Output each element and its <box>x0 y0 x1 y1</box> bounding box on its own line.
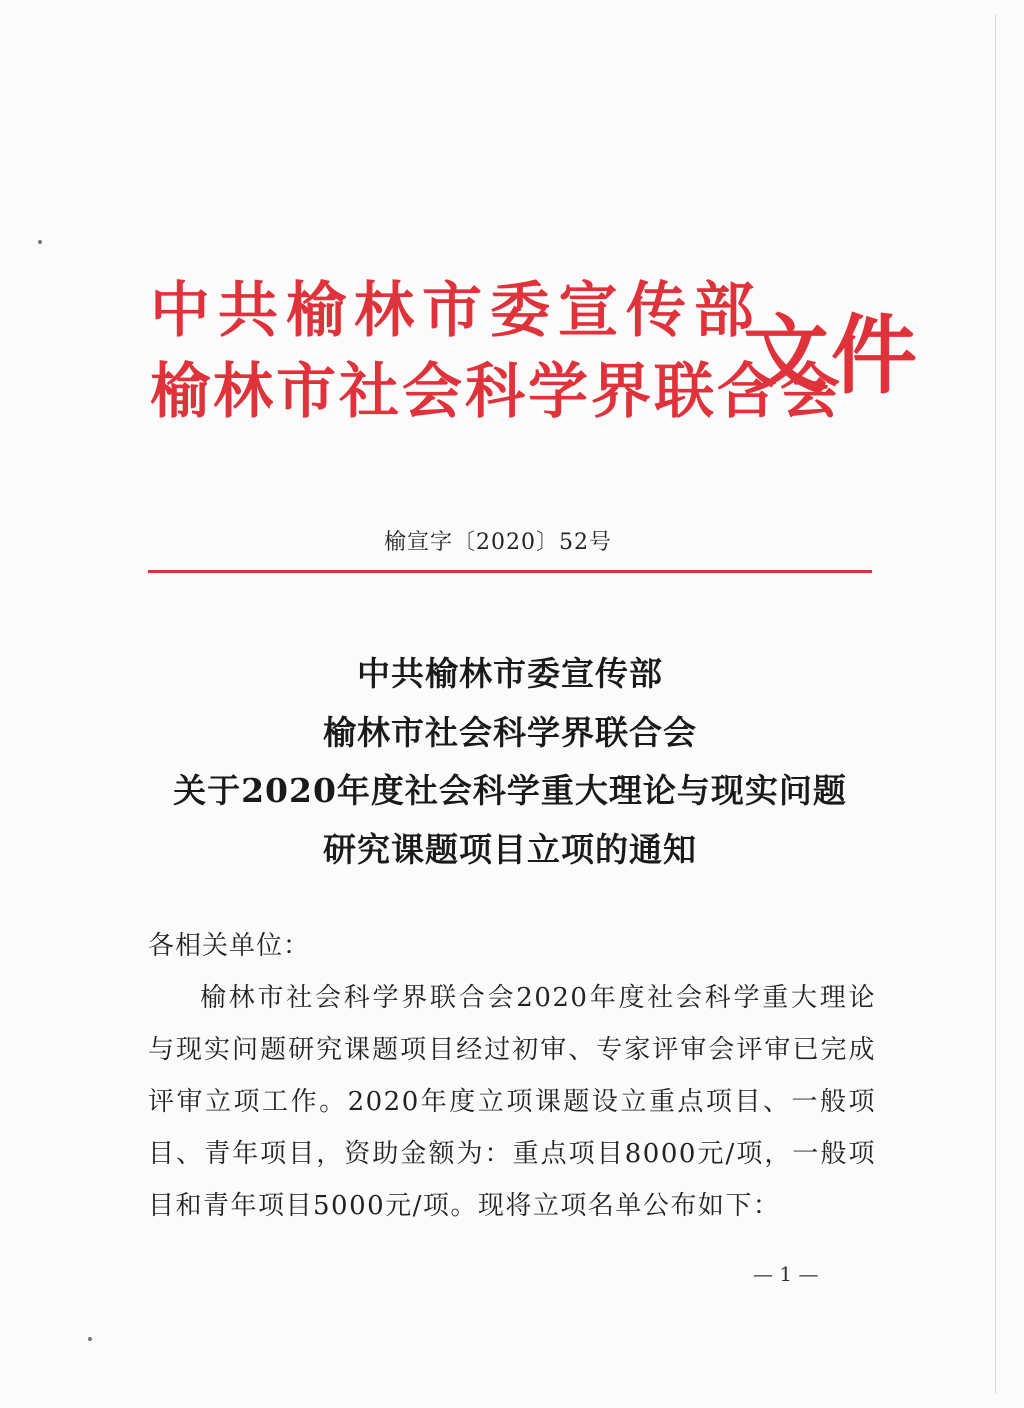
document-number: 榆宣字〔2020〕52号 <box>384 530 612 555</box>
header-issuer-1: 中共榆林市委宣传部 <box>150 276 762 346</box>
salutation: 各相关单位： <box>148 931 311 961</box>
title-line-3: 关于2020年度社会科学重大理论与现实问题 <box>173 771 847 810</box>
header-document-label: 文件 <box>743 305 919 406</box>
header-issuer-2: 榆林市社会科学界联合会 <box>150 357 843 427</box>
red-divider <box>148 570 872 573</box>
body-paragraph: 榆林市社会科学界联合会2020年度社会科学重大理论与现实问题研究课题项目经过初审、专家评审会评审已完成评审立项工作。2020年度立项课题设立重点项目、一般项目、青年项目，资助金额为：重点项目8000元/项，一般项目和青年项目5000元/项。现将立项名单公布如下： <box>148 983 876 1221</box>
title-line-1: 中共榆林市委宣传部 <box>357 654 663 693</box>
page-edge-line <box>995 14 996 1394</box>
scan-speck <box>38 240 42 244</box>
title-line-2: 榆林市社会科学界联合会 <box>323 713 697 752</box>
title-line-4: 研究课题项目立项的通知 <box>323 830 697 869</box>
page-number: — 1 — <box>753 1262 819 1286</box>
scan-speck <box>88 1337 92 1341</box>
